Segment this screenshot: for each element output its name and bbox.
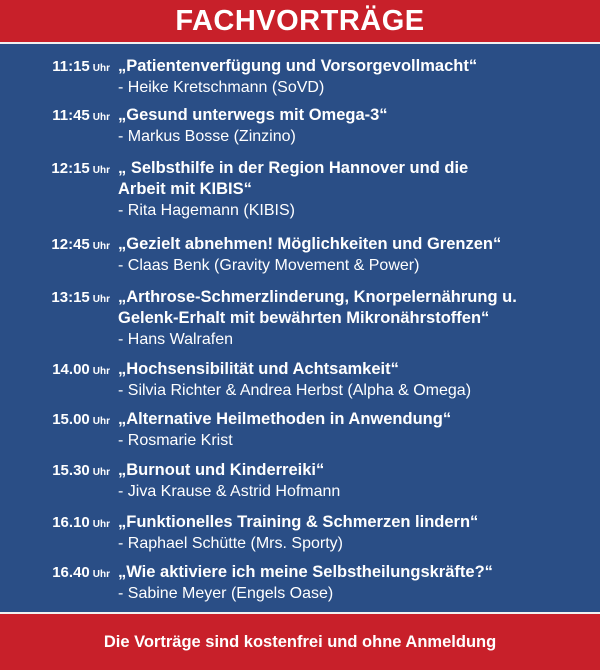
footer-note: Die Vorträge sind kostenfrei und ohne Anmeldung xyxy=(103,632,497,651)
talk-entry xyxy=(0,287,600,348)
talk-entry xyxy=(0,562,600,614)
talk-title: „Hochsensibilität und Achtsamkeit“ xyxy=(118,360,399,378)
talk-entry xyxy=(0,512,600,564)
talk-time: 15.30 Uhr xyxy=(52,462,110,479)
talk-speaker: - Silvia Richter & Andrea Herbst (Alpha & Omega) xyxy=(118,382,472,399)
talk-speaker: - Heike Kretschmann (SoVD) xyxy=(118,79,325,96)
talk-time: 12:45 Uhr xyxy=(51,236,110,253)
talk-title: „Gezielt abnehmen! Möglichkeiten und Grenzen“ xyxy=(118,235,502,253)
talk-entry xyxy=(0,234,600,286)
talk-time: 11:15 Uhr xyxy=(52,58,110,75)
talk-title: „Arthrose-Schmerzlinderung, Knorpelernährung u. Gelenk-Erhalt mit bewährten Mikronährstoffen“ xyxy=(118,288,517,327)
talk-entry xyxy=(0,105,600,157)
talk-speaker: - Markus Bosse (Zinzino) xyxy=(118,128,296,145)
talk-time: 15.00 Uhr xyxy=(52,411,110,428)
talk-speaker: - Raphael Schütte (Mrs. Sporty) xyxy=(118,535,343,552)
talk-time: 12:15 Uhr xyxy=(51,160,110,177)
talk-time: 16.40 Uhr xyxy=(52,564,110,581)
talk-time: 13:15 Uhr xyxy=(51,289,110,306)
talk-entry xyxy=(0,409,600,461)
talk-title: „Gesund unterwegs mit Omega-3“ xyxy=(118,106,388,124)
talk-speaker: - Rita Hagemann (KIBIS) xyxy=(118,202,295,219)
page-title: FACHVORTRÄGE xyxy=(175,4,425,37)
talk-title: „Patientenverfügung und Vorsorgevollmacht“ xyxy=(118,57,478,75)
talk-time: 16.10 Uhr xyxy=(52,514,110,531)
header-banner xyxy=(0,0,600,42)
talk-entry xyxy=(0,359,600,411)
talk-entry xyxy=(0,158,600,219)
talk-time: 14.00 Uhr xyxy=(52,361,110,378)
talk-title: „Funktionelles Training & Schmerzen lindern“ xyxy=(118,513,479,531)
talk-title: „Wie aktiviere ich meine Selbstheilungskräfte?“ xyxy=(118,563,493,581)
talk-entry xyxy=(0,56,600,108)
talk-speaker: - Jiva Krause & Astrid Hofmann xyxy=(118,483,341,500)
talk-speaker: - Rosmarie Krist xyxy=(118,432,233,449)
talk-speaker: - Hans Walrafen xyxy=(118,331,233,348)
talk-title: „Burnout und Kinderreiki“ xyxy=(118,461,325,479)
schedule-panel xyxy=(0,42,600,614)
talk-title: „Alternative Heilmethoden in Anwendung“ xyxy=(118,410,452,428)
talk-speaker: - Sabine Meyer (Engels Oase) xyxy=(118,585,334,602)
talk-entry xyxy=(0,460,600,512)
talk-time: 11:45 Uhr xyxy=(52,107,110,124)
talk-title: „ Selbsthilfe in der Region Hannover und die Arbeit mit KIBIS“ xyxy=(118,159,469,198)
talk-speaker: - Claas Benk (Gravity Movement & Power) xyxy=(118,257,420,274)
footer-banner xyxy=(0,614,600,670)
